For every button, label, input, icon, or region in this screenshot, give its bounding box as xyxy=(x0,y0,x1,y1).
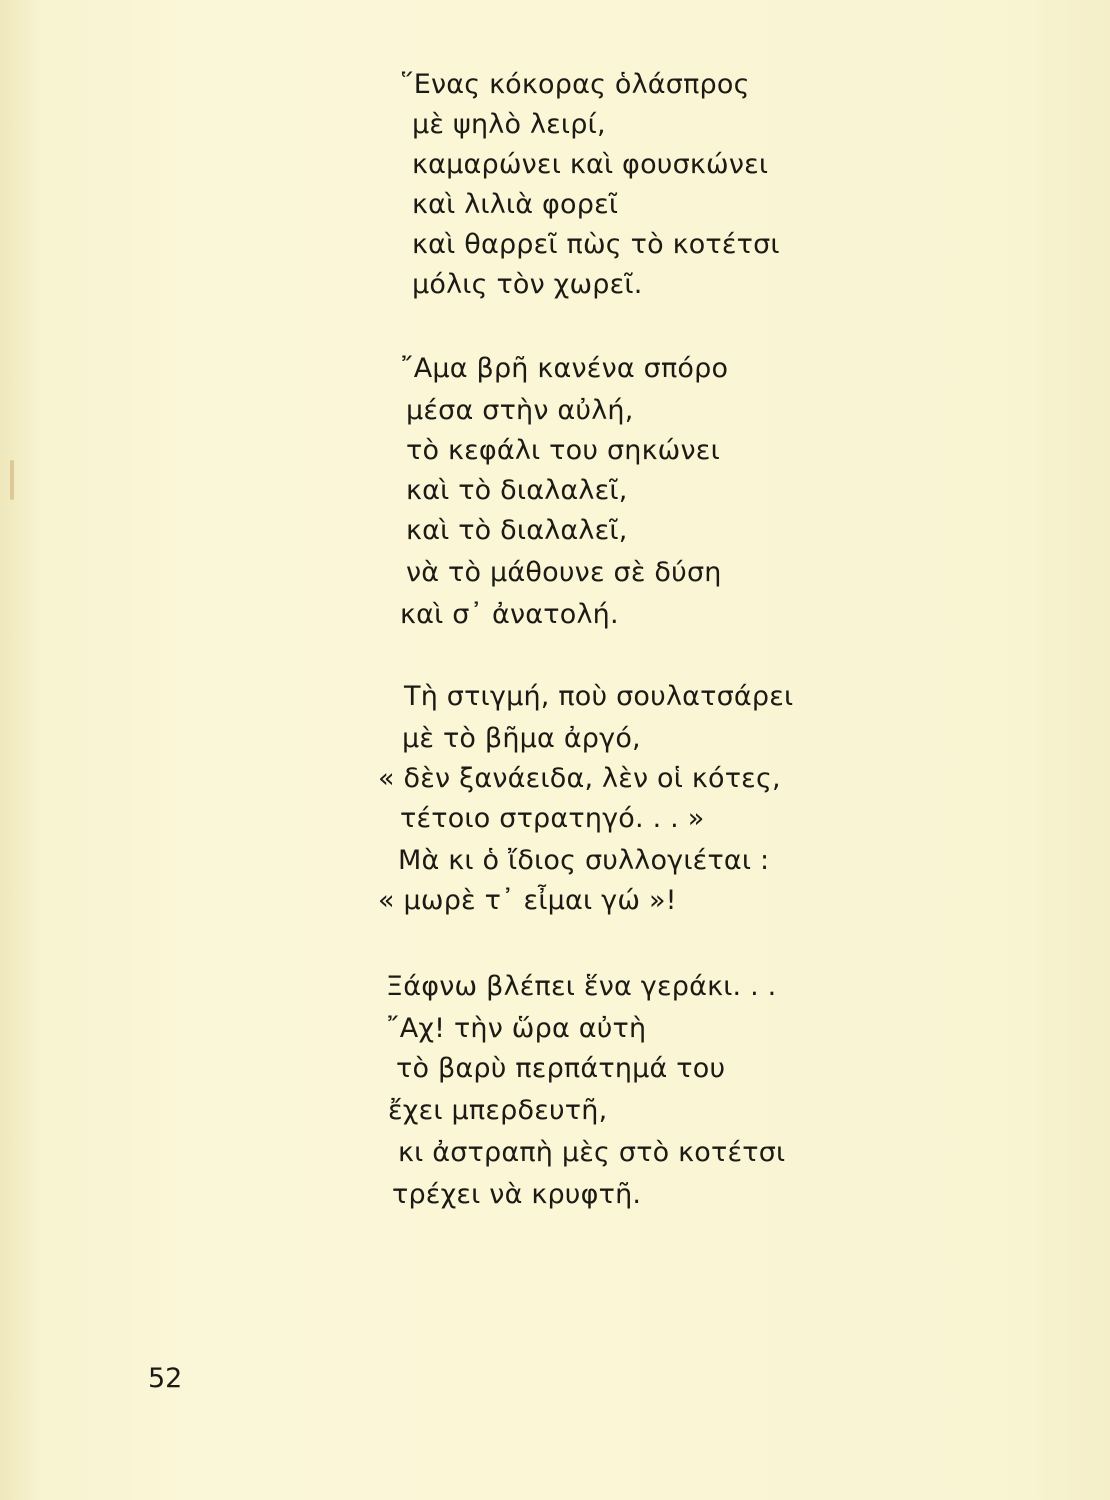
poem-line: καὶ θαρρεῖ πὼς τὸ κοτέτσι xyxy=(412,229,780,260)
poem-line: ῎Αχ! τὴν ὥρα αὐτὴ xyxy=(386,1013,647,1044)
poem-line: « μωρὲ τ᾿ εἶμαι γώ »! xyxy=(378,885,677,916)
poem-line: τὸ βαρὺ περπάτημά του xyxy=(396,1053,726,1084)
poem-line: Τὴ στιγμή, ποὺ σουλατσάρει xyxy=(404,681,794,712)
poem-line: μέσα στὴν αὐλή, xyxy=(406,395,634,426)
poem-line: Ξάφνω βλέπει ἕνα γεράκι. . . xyxy=(386,971,777,1002)
poem-line: τέτοιο στρατηγό. . . » xyxy=(400,803,705,834)
poem-line: μόλις τὸν χωρεῖ. xyxy=(412,269,643,300)
poem-line: Μὰ κι ὁ ἴδιος συλλογιέται : xyxy=(398,845,770,876)
poem-line: ῞Ενας κόκορας ὁλάσπρος xyxy=(400,69,750,100)
page-edge-mark xyxy=(10,460,14,500)
poem-line: καὶ τὸ διαλαλεῖ, xyxy=(406,515,628,546)
poem-line: καὶ λιλιὰ φορεῖ xyxy=(412,189,619,220)
poem-line: ἔχει μπερδευτῆ, xyxy=(388,1095,608,1126)
poem-line: καὶ τὸ διαλαλεῖ, xyxy=(406,475,628,506)
poem-line: τρέχει νὰ κρυφτῆ. xyxy=(392,1179,642,1210)
poem-line: κι ἀστραπὴ μὲς στὸ κοτέτσι xyxy=(398,1137,786,1168)
poem-line: μὲ ψηλὸ λειρί, xyxy=(412,109,606,140)
page-number: 52 xyxy=(148,1363,183,1394)
poem-line: ῎Αμα βρῆ κανένα σπόρο xyxy=(400,353,729,384)
poem-line: νὰ τὸ μάθουνε σὲ δύση xyxy=(406,557,722,588)
poem-line: « δὲν ξανάειδα, λὲν οἱ κότες, xyxy=(378,763,781,794)
poem-line: καὶ σ᾿ ἀνατολή. xyxy=(400,599,619,630)
poem-line: μὲ τὸ βῆμα ἀργό, xyxy=(402,723,641,754)
poem-line: τὸ κεφάλι του σηκώνει xyxy=(406,435,720,466)
poem-line: καμαρώνει καὶ φουσκώνει xyxy=(412,149,769,180)
